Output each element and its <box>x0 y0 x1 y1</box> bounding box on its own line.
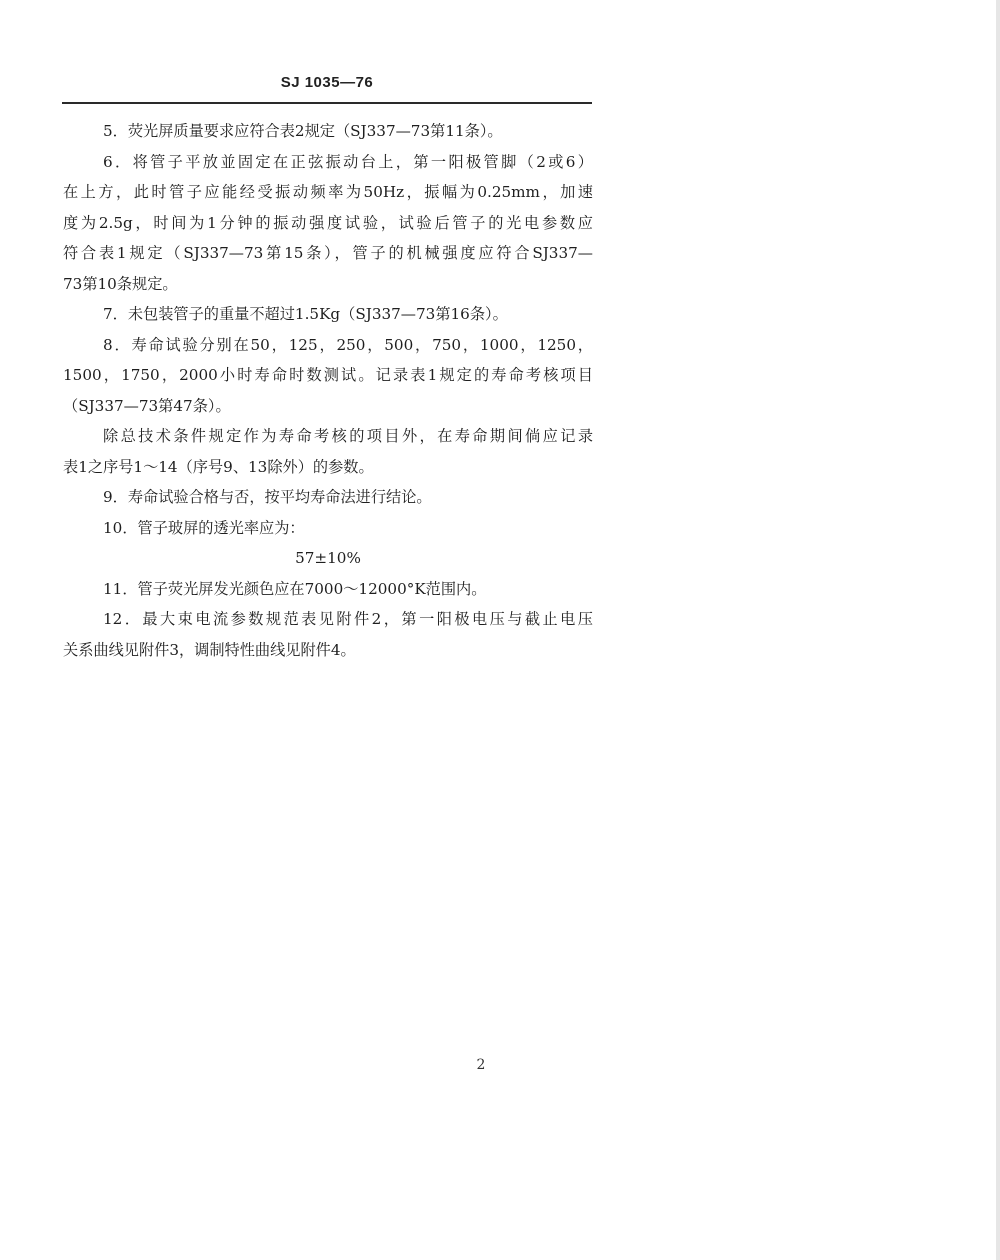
page-edge <box>996 0 1000 1260</box>
item-6-line-5: 73第10条规定。 <box>63 274 178 293</box>
item-8-line-1: 8．寿命试验分别在50，125，250，500，750，1000，1250， <box>103 335 593 354</box>
item-6-line-2: 在上方，此时管子应能经受振动频率为50Hz，振幅为0.25mm，加速 <box>63 183 593 201</box>
item-12-line-2: 关系曲线见附件3，调制特性曲线见附件4。 <box>63 640 356 659</box>
item-9-line-1: 9．寿命试验合格与否，按平均寿命法进行结论。 <box>103 488 432 506</box>
item-8-note-line-1: 除总技术条件规定作为寿命考核的项目外，在寿命期间倘应记录 <box>103 427 593 445</box>
header-rule <box>62 102 592 104</box>
item-12-line-1: 12．最大束电流参数规范表见附件2，第一阳极电压与截止电压 <box>103 610 593 628</box>
item-5-line-1: 5．荧光屏质量要求应符合表2规定（SJ337—73第11条）。 <box>103 122 503 140</box>
item-6-line-4: 符合表1规定（SJ337—73第15条），管子的机械强度应符合SJ337— <box>63 244 593 262</box>
item-8-line-2: 1500，1750，2000小时寿命时数测试。记录表1规定的寿命考核项目 <box>63 366 593 384</box>
item-6-line-3: 度为2.5g，时间为1分钟的振动强度试验，试验后管子的光电参数应 <box>63 213 593 232</box>
item-6-line-1: 6．将管子平放並固定在正弦振动台上，第一阳极管脚（2或6） <box>103 152 593 171</box>
standard-code-header: SJ 1035—76 <box>280 74 374 91</box>
item-10-value: 57±10% <box>295 549 361 567</box>
page-number: 2 <box>476 1057 486 1073</box>
item-7-line-1: 7．未包装管子的重量不超过1.5Kg（SJ337—73第16条）。 <box>103 305 508 323</box>
item-11-line-1: 11．管子荧光屏发光颜色应在7000～12000°K范围内。 <box>103 579 487 598</box>
item-10-line-1: 10．管子玻屏的透光率应为： <box>103 518 305 537</box>
item-8-note-line-2: 表1之序号1～14（序号9、13除外）的参数。 <box>63 457 374 476</box>
document-body <box>63 116 593 665</box>
item-8-line-3: （SJ337—73第47条）。 <box>63 396 231 415</box>
